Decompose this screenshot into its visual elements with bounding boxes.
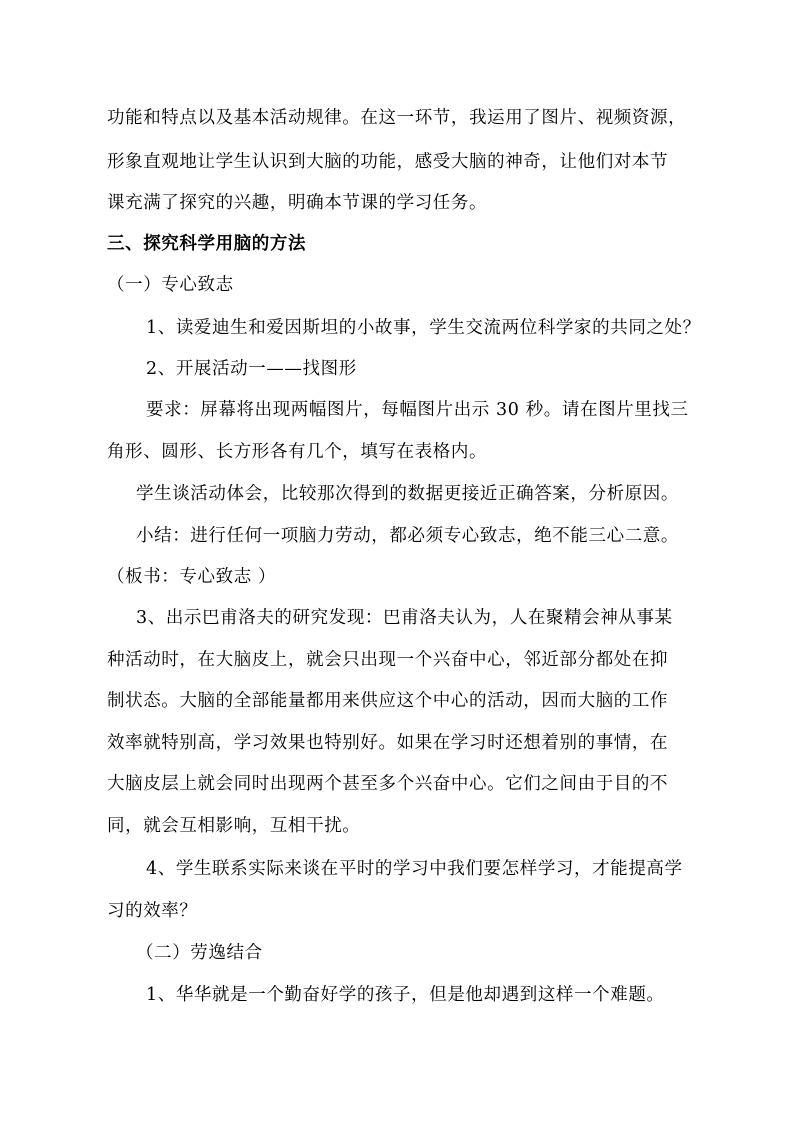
list-item: 3、出示巴甫洛夫的研究发现：巴甫洛夫认为，人在聚精会神从事某 (136, 608, 673, 628)
subsection-heading: （二）劳逸结合 (136, 943, 263, 963)
paragraph-line: 效率就特别高，学习效果也特别好。如果在学习时还想着别的事情，在 (107, 733, 669, 753)
paragraph-line: 制状态。大脑的全部能量都用来供应这个中心的活动，因而大脑的工作 (107, 691, 669, 711)
paragraph-line: 大脑皮层上就会同时出现两个甚至多个兴奋中心。它们之间由于目的不 (107, 774, 669, 794)
paragraph-line: 功能和特点以及基本活动规律。在这一环节，我运用了图片、视频资源， (107, 108, 687, 128)
paragraph-line: 课充满了探究的兴趣，明确本节课的学习任务。 (107, 193, 488, 213)
paragraph-line: 种活动时，在大脑皮上，就会只出现一个兴奋中心，邻近部分都处在抑 (107, 650, 669, 670)
list-item: 1、读爱迪生和爱因斯坦的小故事，学生交流两位科学家的共同之处？ (146, 318, 701, 338)
paragraph-line: 习的效率？ (107, 901, 198, 921)
subsection-heading: （一）专心致志 (107, 275, 234, 295)
paragraph-line: 小结：进行任何一项脑力劳动，都必须专心致志，绝不能三心二意。 (136, 526, 679, 546)
paragraph-line: 同，就会互相影响，互相干扰。 (107, 816, 361, 836)
list-item: 4、学生联系实际来谈在平时的学习中我们要怎样学习，才能提高学 (146, 859, 683, 879)
paragraph-line: （板书：专心致志 ） (107, 567, 277, 587)
list-item: 1、华华就是一个勤奋好学的孩子，但是他却遇到这样一个难题。 (146, 985, 665, 1005)
paragraph-line: 形象直观地让学生认识到大脑的功能，感受大脑的神奇，让他们对本节 (107, 152, 669, 172)
section-heading: 三、探究科学用脑的方法 (107, 234, 307, 254)
list-item: 2、开展活动一——找图形 (146, 359, 357, 379)
paragraph-line: 角形、圆形、长方形各有几个，填写在表格内。 (107, 442, 488, 462)
paragraph-line: 学生谈活动体会，比较那次得到的数据更接近正确答案，分析原因。 (136, 484, 679, 504)
paragraph-line: 要求：屏幕将出现两幅图片，每幅图片出示 30 秒。请在图片里找三 (146, 400, 689, 420)
